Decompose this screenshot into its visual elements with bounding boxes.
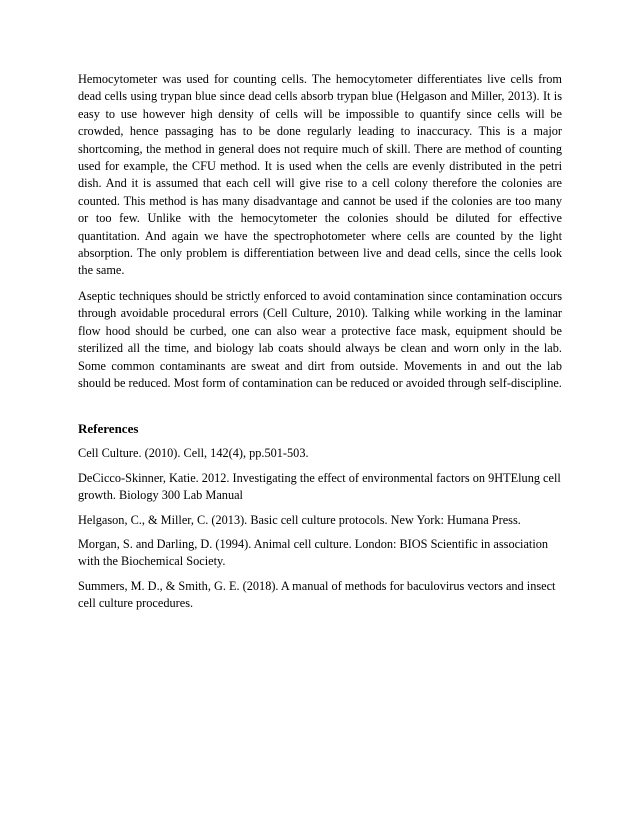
references-list [78, 445, 562, 612]
document-body [78, 71, 562, 620]
reference-item: Cell Culture. (2010). Cell, 142(4), pp.501-503. [78, 446, 309, 461]
reference-item: Morgan, S. and Darling, D. (1994). Animal cell culture. London: BIOS Scientific in association with the Biochemical Society. [78, 536, 549, 569]
reference-item: Helgason, C., & Miller, C. (2013). Basic cell culture protocols. New York: Humana Press. [78, 512, 521, 527]
body-paragraph-aseptic: Aseptic techniques should be strictly enforced to avoid contamination since contamination occurs through avoidable procedural errors (Cell Culture, 2010). Talking while working in the laminar flow hood should be curbed, one can also wear a protective face mask, equipment should be sterilized all the time, and biology lab coats should always be clean and worn only in the lab. Some common contaminants are sweat and dirt from outside. Movements in and out the lab should be reduced. Most form of contamination can be reduced or avoided through self-discipline. [78, 288, 562, 390]
reference-item: Summers, M. D., & Smith, G. E. (2018). A manual of methods for baculovirus vectors and insect cell culture procedures. [78, 578, 556, 611]
body-paragraph-hemocytometer: Hemocytometer was used for counting cells. The hemocytometer differentiates live cells from dead cells using trypan blue since dead cells absorb trypan blue (Helgason and Miller, 2013). It is easy to use however high density of cells will be impossible to quantify since cells will be crowded, hence passaging has to be done regularly leading to inaccuracy. This is a major shortcoming, the method in general does not require much of skill. There are method of counting used for example, the CFU method. It is used when the cells are evenly distributed in the petri dish. And it is assumed that each cell will give rise to a cell colony therefore the colonies are counted. This method is has many disadvantage and cannot be used if the colonies are too many or too few. Unlike with the hemocytometer the colonies should be diluted for effective quantitation. And again we have the spectrophotometer where cells are counted by the light absorption. The only problem is differentiation between live and dead cells, since the cells look the same. [78, 72, 562, 278]
reference-item: DeCicco-Skinner, Katie. 2012. Investigating the effect of environmental factors on 9HTElung cell growth. Biology 300 Lab Manual [78, 470, 561, 503]
references-heading: References [78, 421, 139, 437]
